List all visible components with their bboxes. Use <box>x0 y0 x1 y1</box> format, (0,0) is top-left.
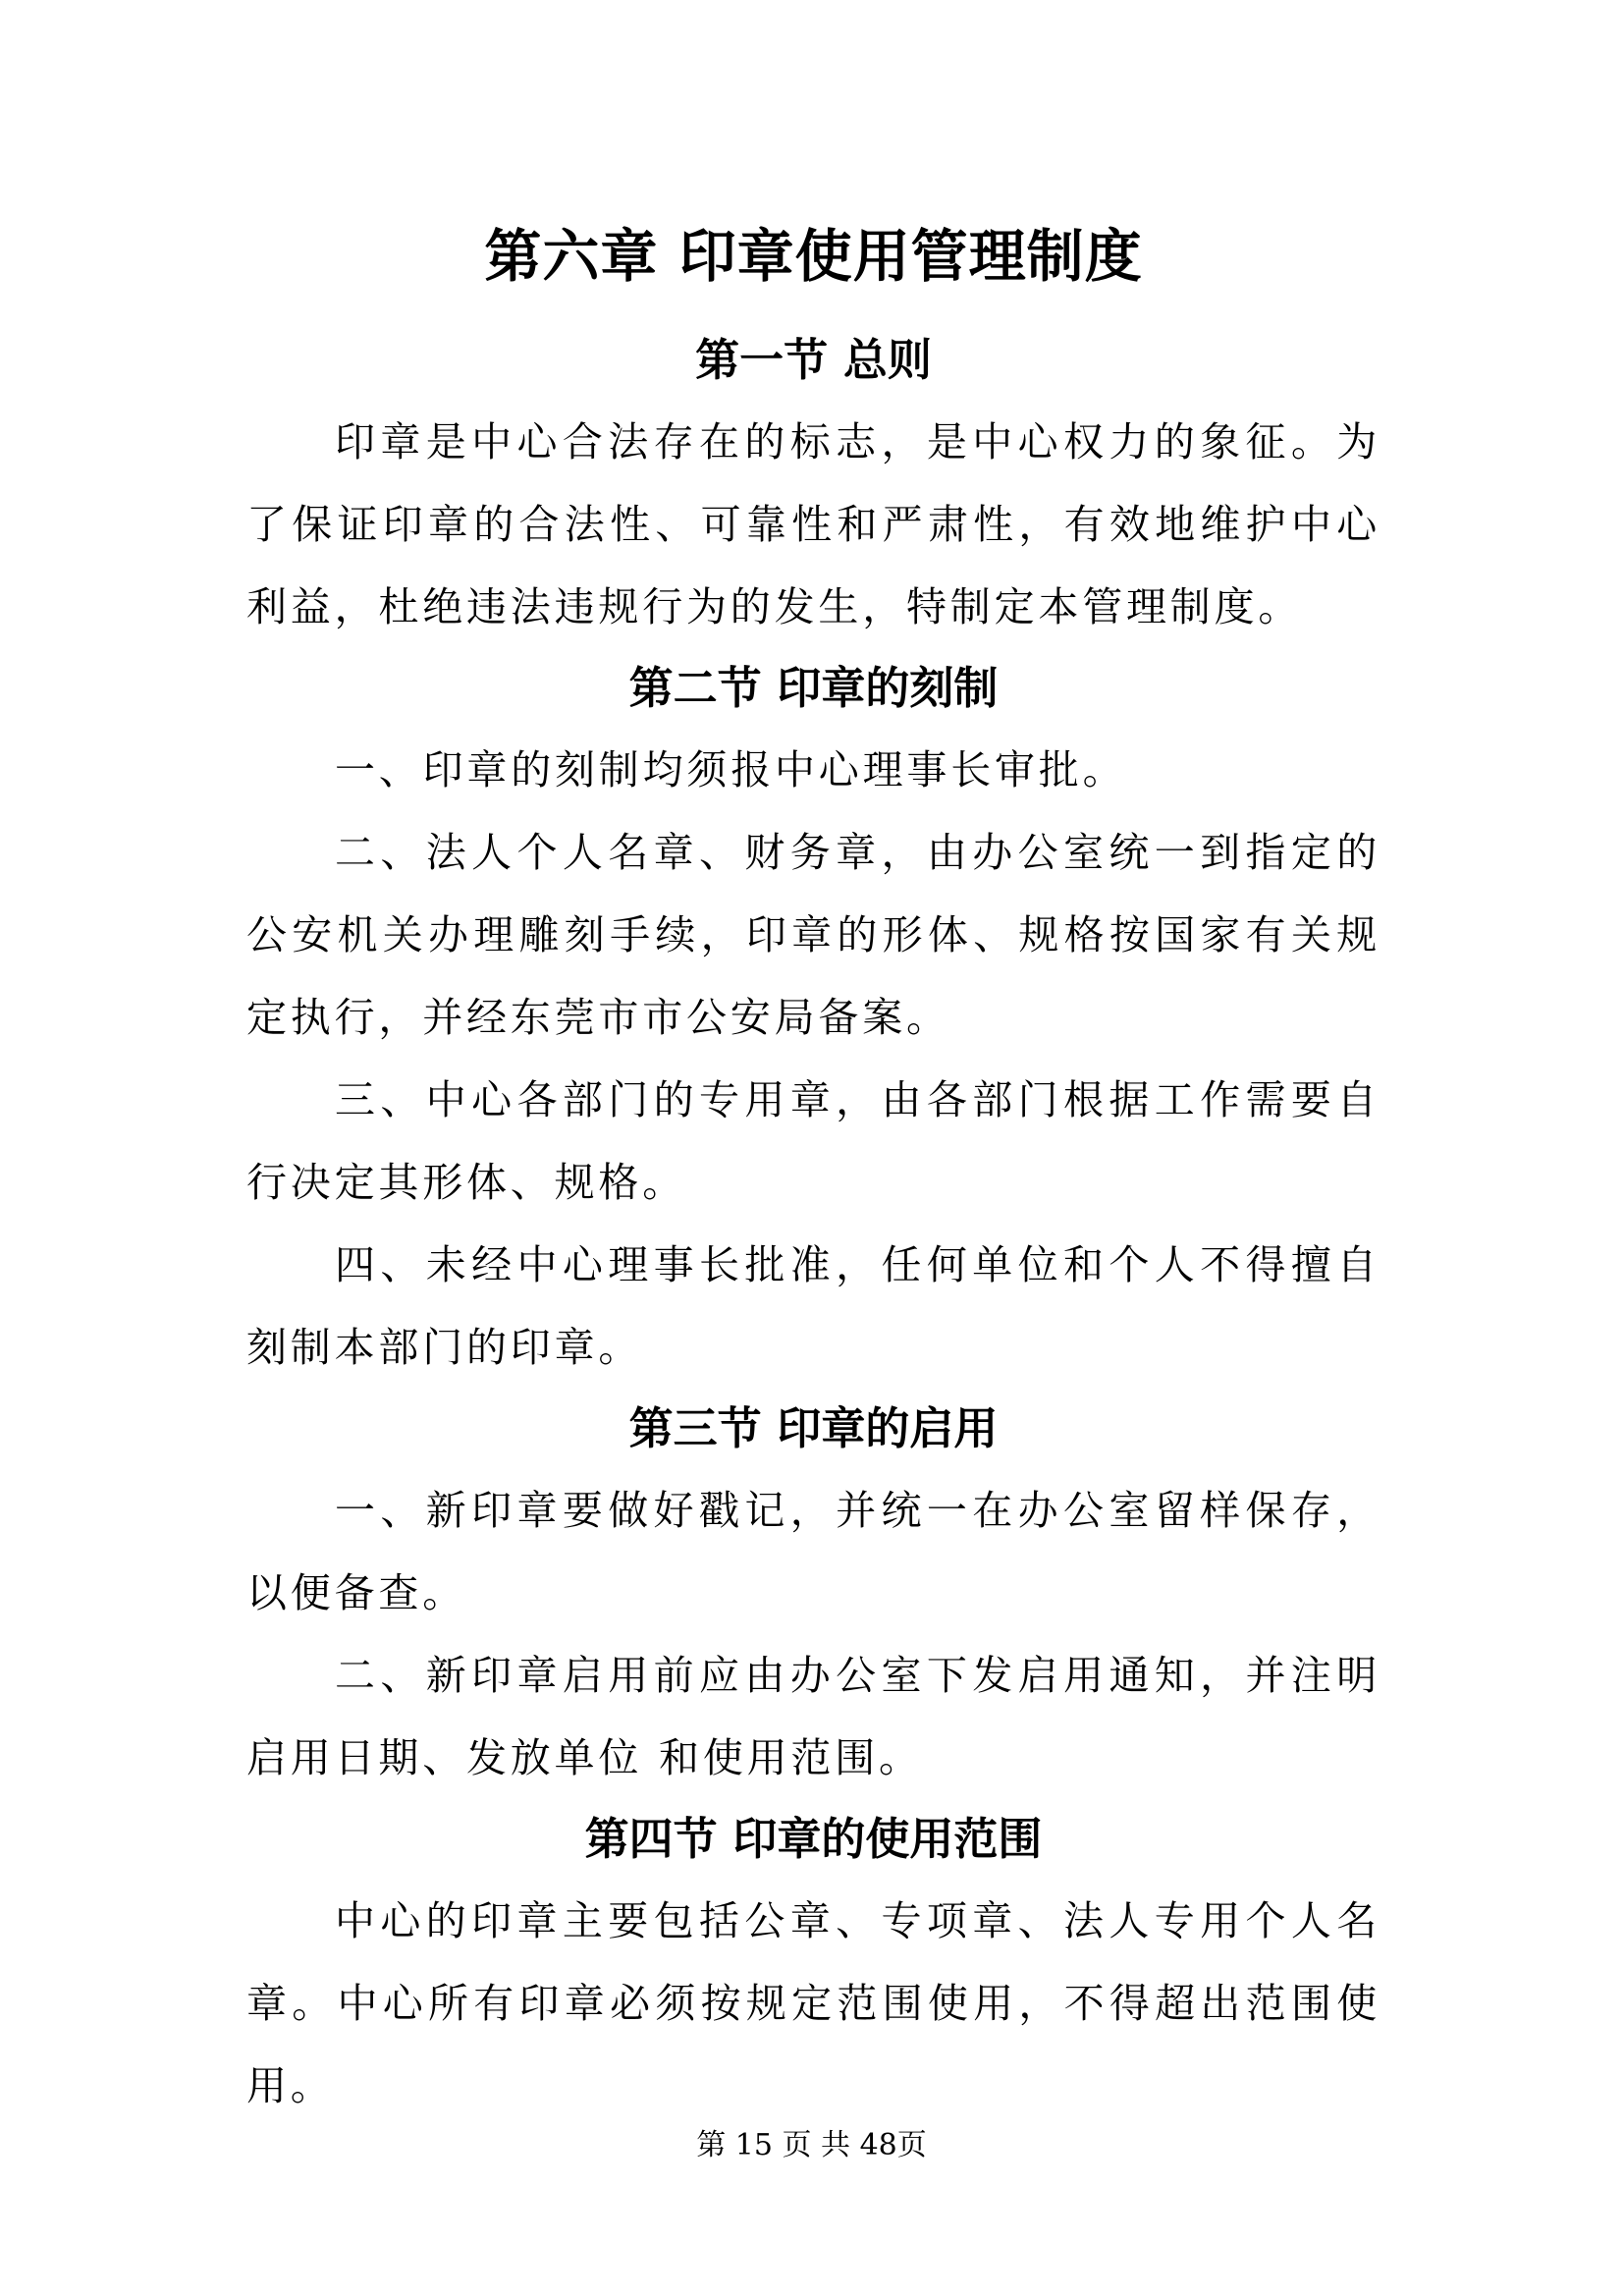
paragraph: 二、新印章启用前应由办公室下发启用通知，并注明启用日期、发放单位 和使用范围。 <box>246 1652 1380 1781</box>
section-title: 第一节 总则 <box>695 334 932 386</box>
section-title: 第四节 印章的使用范围 <box>584 1813 1043 1865</box>
section-general <box>246 320 1380 648</box>
section-seal-usage-scope <box>246 1799 1380 2127</box>
section-title: 第三节 印章的启用 <box>628 1402 999 1454</box>
paragraph: 一、印章的刻制均须报中心理事长审批。 <box>335 746 1127 793</box>
page-content <box>246 216 1380 2127</box>
page-number-footer: 第 15 页 共 48页 <box>696 2128 927 2162</box>
paragraph: 中心的印章主要包括公章、专项章、法人专用个人名章。中心所有印章必须按规定范围使用，不得超出范围使用。 <box>246 1897 1380 2109</box>
chapter-title: 第六章 印章使用管理制度 <box>484 223 1143 290</box>
paragraph: 二、法人个人名章、财务章，由办公室统一到指定的公安机关办理雕刻手续，印章的形体、规格按国家有关规定执行，并经东莞市市公安局备案。 <box>246 829 1380 1041</box>
paragraph: 印章是中心合法存在的标志，是中心权力的象征。为了保证印章的合法性、可靠性和严肃性，有效地维护中心利益，杜绝违法违规行为的发生，特制定本管理制度。 <box>246 418 1380 630</box>
paragraph: 三、中心各部门的专用章，由各部门根据工作需要自行决定其形体、规格。 <box>246 1076 1380 1206</box>
section-seal-activation <box>246 1389 1380 1799</box>
section-title: 第二节 印章的刻制 <box>628 662 999 714</box>
paragraph: 一、新印章要做好戳记，并统一在办公室留样保存，以便备查。 <box>246 1487 1380 1616</box>
section-seal-engraving <box>246 648 1380 1389</box>
paragraph: 四、未经中心理事长批准，任何单位和个人不得擅自刻制本部门的印章。 <box>246 1241 1380 1371</box>
